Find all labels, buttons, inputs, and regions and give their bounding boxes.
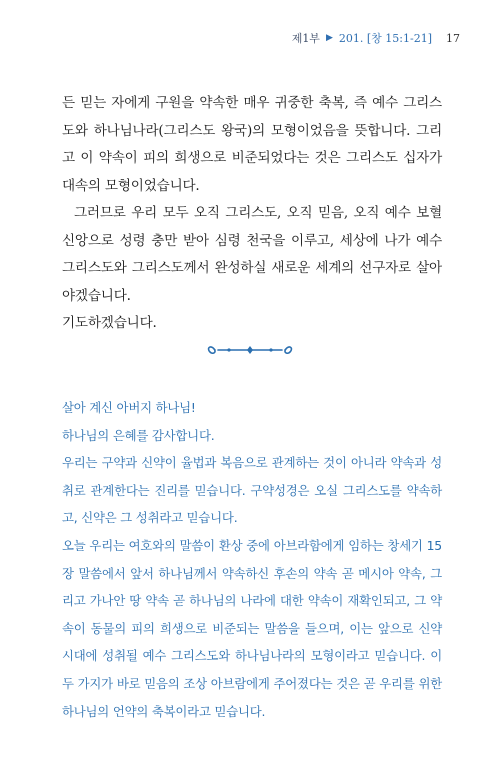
prayer-block [62,394,442,725]
part-label: 제1부 [291,32,320,45]
divider-ornament-svg [205,340,295,360]
body-paragraph: 그러므로 우리 모두 오직 그리스도, 오직 믿음, 오직 예수 보혈 신앙으로 성령 충만 받아 심령 천국을 이루고, 세상에 나가 예수 그리스도와 그리스도께서 완성하실 새로운 세계의 선구자로 살아야겠습니다. [62,205,442,304]
prayer-line: 하나님의 은혜를 감사합니다. [62,427,215,443]
ornament-divider-icon [0,339,500,361]
prayer-paragraph: 우리는 구약과 신약이 율법과 복음으로 관계하는 것이 아니라 약속과 성취로 관계한다는 진리를 믿습니다. 구약성경은 오실 그리스도를 약속하고, 신약은 그 성취라고 믿습니다. [62,455,442,526]
page-number: 17 [446,31,460,45]
prayer-paragraph: 오늘 우리는 여호와의 말씀이 환상 중에 아브라함에게 임하는 창세기 15장 말씀에서 앞서 하나님께서 약속하신 후손의 약속 곧 메시아 약속, 그리고 가나안 땅 약속 곧 하나님의 나라에 대한 약속이 재확인되고, 그 약속이 동물의 피의 희생으로 비준되는 말씀을 들으며, 이는 앞으로 신약 시대에 성취될 예수 그리스도와 하나님나라의 모형이라고 믿습니다. 이 두 가지가 바로 믿음의 조상 아브람에게 주어졌다는 것은 곧 우리를 위한 하나님의 언약의 축복이라고 믿습니다. [62,537,442,719]
scripture-reference: 201. [창 15:1-21] [338,32,432,45]
closing-line: 기도하겠습니다. [62,315,157,331]
triangle-right-icon: ▶ [325,33,333,43]
body-paragraph: 든 믿는 자에게 구원을 약속한 매우 귀중한 축복, 즉 예수 그리스도와 하나님나라(그리스도 왕국)의 모형이었음을 뜻합니다. 그리고 이 약속이 피의 희생으로 비준되었다는 것은 그리스도 십자가 대속의 모형이었습니다. [62,95,442,194]
prayer-line: 살아 계신 아버지 하나님! [62,400,196,415]
running-header [292,30,460,46]
sermon-body [62,90,442,338]
